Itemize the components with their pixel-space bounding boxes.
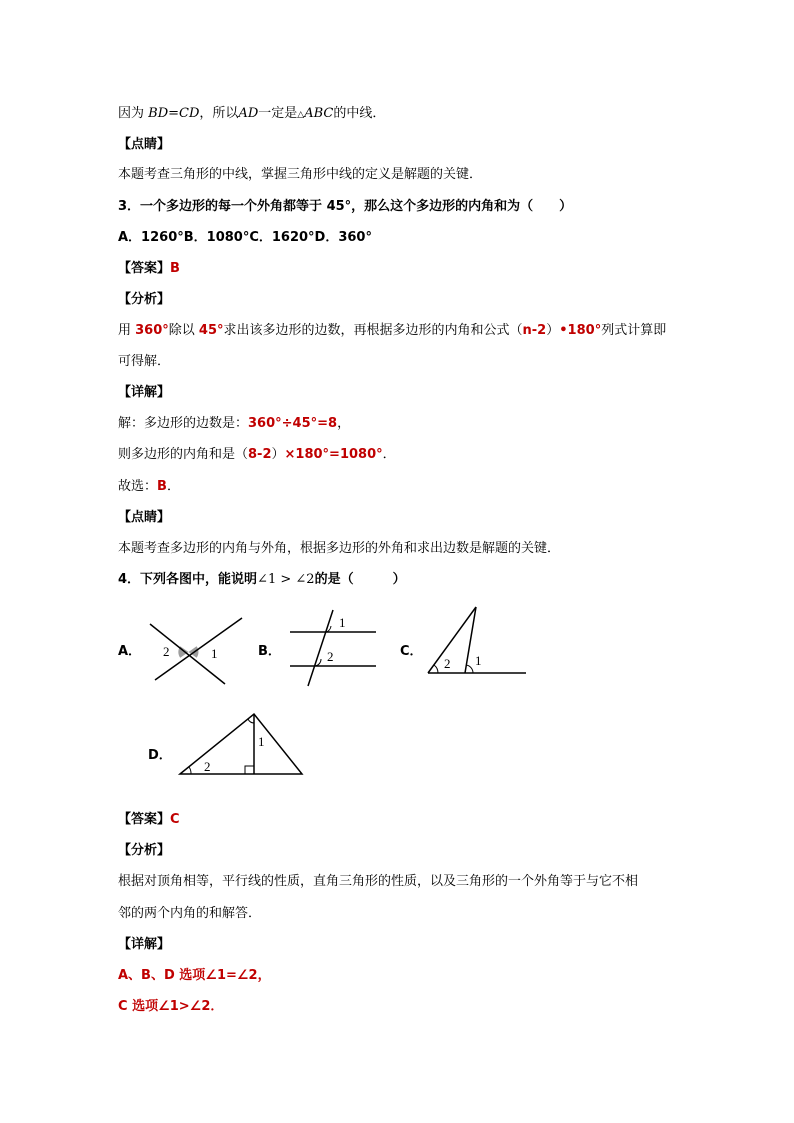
figure-c-label-2: 2 [444, 656, 451, 671]
dianjing-text-1: 本题考查三角形的中线，掌握三角形中线的定义是解题的关键． [118, 167, 483, 182]
option-a-label: A． [118, 644, 142, 659]
figure-c-angle-2-arc [434, 665, 438, 673]
question-4-detail-line-1: A、B、D 选项∠1=∠2， [118, 968, 271, 983]
question-3-detail-heading: 【详解】 [118, 385, 171, 400]
figure-b-label-1: 1 [339, 615, 346, 630]
question-4-analysis-line-2: 邻的两个内角的和解答． [118, 906, 262, 921]
figure-a-label-2: 2 [163, 644, 170, 659]
dianjing-heading-1: 【点睛】 [118, 137, 171, 152]
question-4-detail-line-2: C 选项∠1>∠2． [118, 999, 224, 1014]
figure-c-triangle-exterior-angle [425, 604, 530, 678]
question-3-detail-line-2: 则多边形的内角和是（8-2）×180°=1080°． [118, 447, 396, 462]
figure-d-triangle [180, 714, 302, 774]
option-b-label: B． [258, 644, 281, 659]
question-4-analysis-line-1: 根据对顶角相等，平行线的性质，直角三角形的性质，以及三角形的一个外角等于与它不相 [118, 874, 639, 889]
question-3-analysis-line-2: 可得解． [118, 354, 171, 369]
figure-d-right-angle-mark [245, 766, 254, 774]
figure-a-label-1: 1 [211, 646, 218, 661]
question-3-answer: 【答案】B [118, 261, 180, 276]
question-3-stem: 3．一个多边形的每一个外角都等于 45°，那么这个多边形的内角和为（ ） [118, 199, 573, 214]
figure-d-label-1: 1 [258, 734, 265, 749]
figure-c-angle-1-arc [466, 665, 473, 673]
option-c-label: C． [400, 644, 423, 659]
question-3-detail-line-1: 解：多边形的边数是：360°÷45°=8， [118, 416, 351, 431]
question-3-analysis-line-1: 用 360°除以 45°求出该多边形的边数，再根据多边形的内角和公式（n-2）•180°列式计算即 [118, 323, 667, 338]
question-4-analysis-heading: 【分析】 [118, 843, 171, 858]
figure-c-side-left [428, 607, 476, 673]
figure-a-intersecting-lines [145, 612, 245, 688]
question-3-analysis-heading: 【分析】 [118, 292, 171, 307]
question-4-answer: 【答案】C [118, 812, 180, 827]
figure-d-label-2: 2 [204, 759, 211, 774]
question-4-stem: 4．下列各图中，能说明∠1 > ∠2的是（ ） [118, 572, 406, 587]
figure-b-label-2: 2 [327, 649, 334, 664]
question-3-dianjing-heading: 【点睛】 [118, 510, 171, 525]
figure-d-angle-2-arc [189, 767, 191, 774]
question-3-options: A．1260°B．1080°C．1620°D．360° [118, 230, 372, 245]
figure-b-transversal [308, 610, 333, 686]
question-4-detail-heading: 【详解】 [118, 937, 171, 952]
text-line-median: 因为 BD=CD，所以AD一定是△ABC的中线． [118, 106, 386, 121]
question-3-detail-line-3: 故选：B． [118, 479, 180, 494]
figure-d-right-triangle-altitude [176, 710, 306, 778]
figure-d-angle-1-arc [248, 719, 254, 723]
question-3-dianjing-text: 本题考查多边形的内角与外角，根据多边形的外角和求出边数是解题的关键． [118, 541, 561, 556]
option-d-label: D． [148, 748, 172, 763]
figure-b-parallel-lines [288, 608, 378, 688]
figure-c-label-1: 1 [475, 653, 482, 668]
